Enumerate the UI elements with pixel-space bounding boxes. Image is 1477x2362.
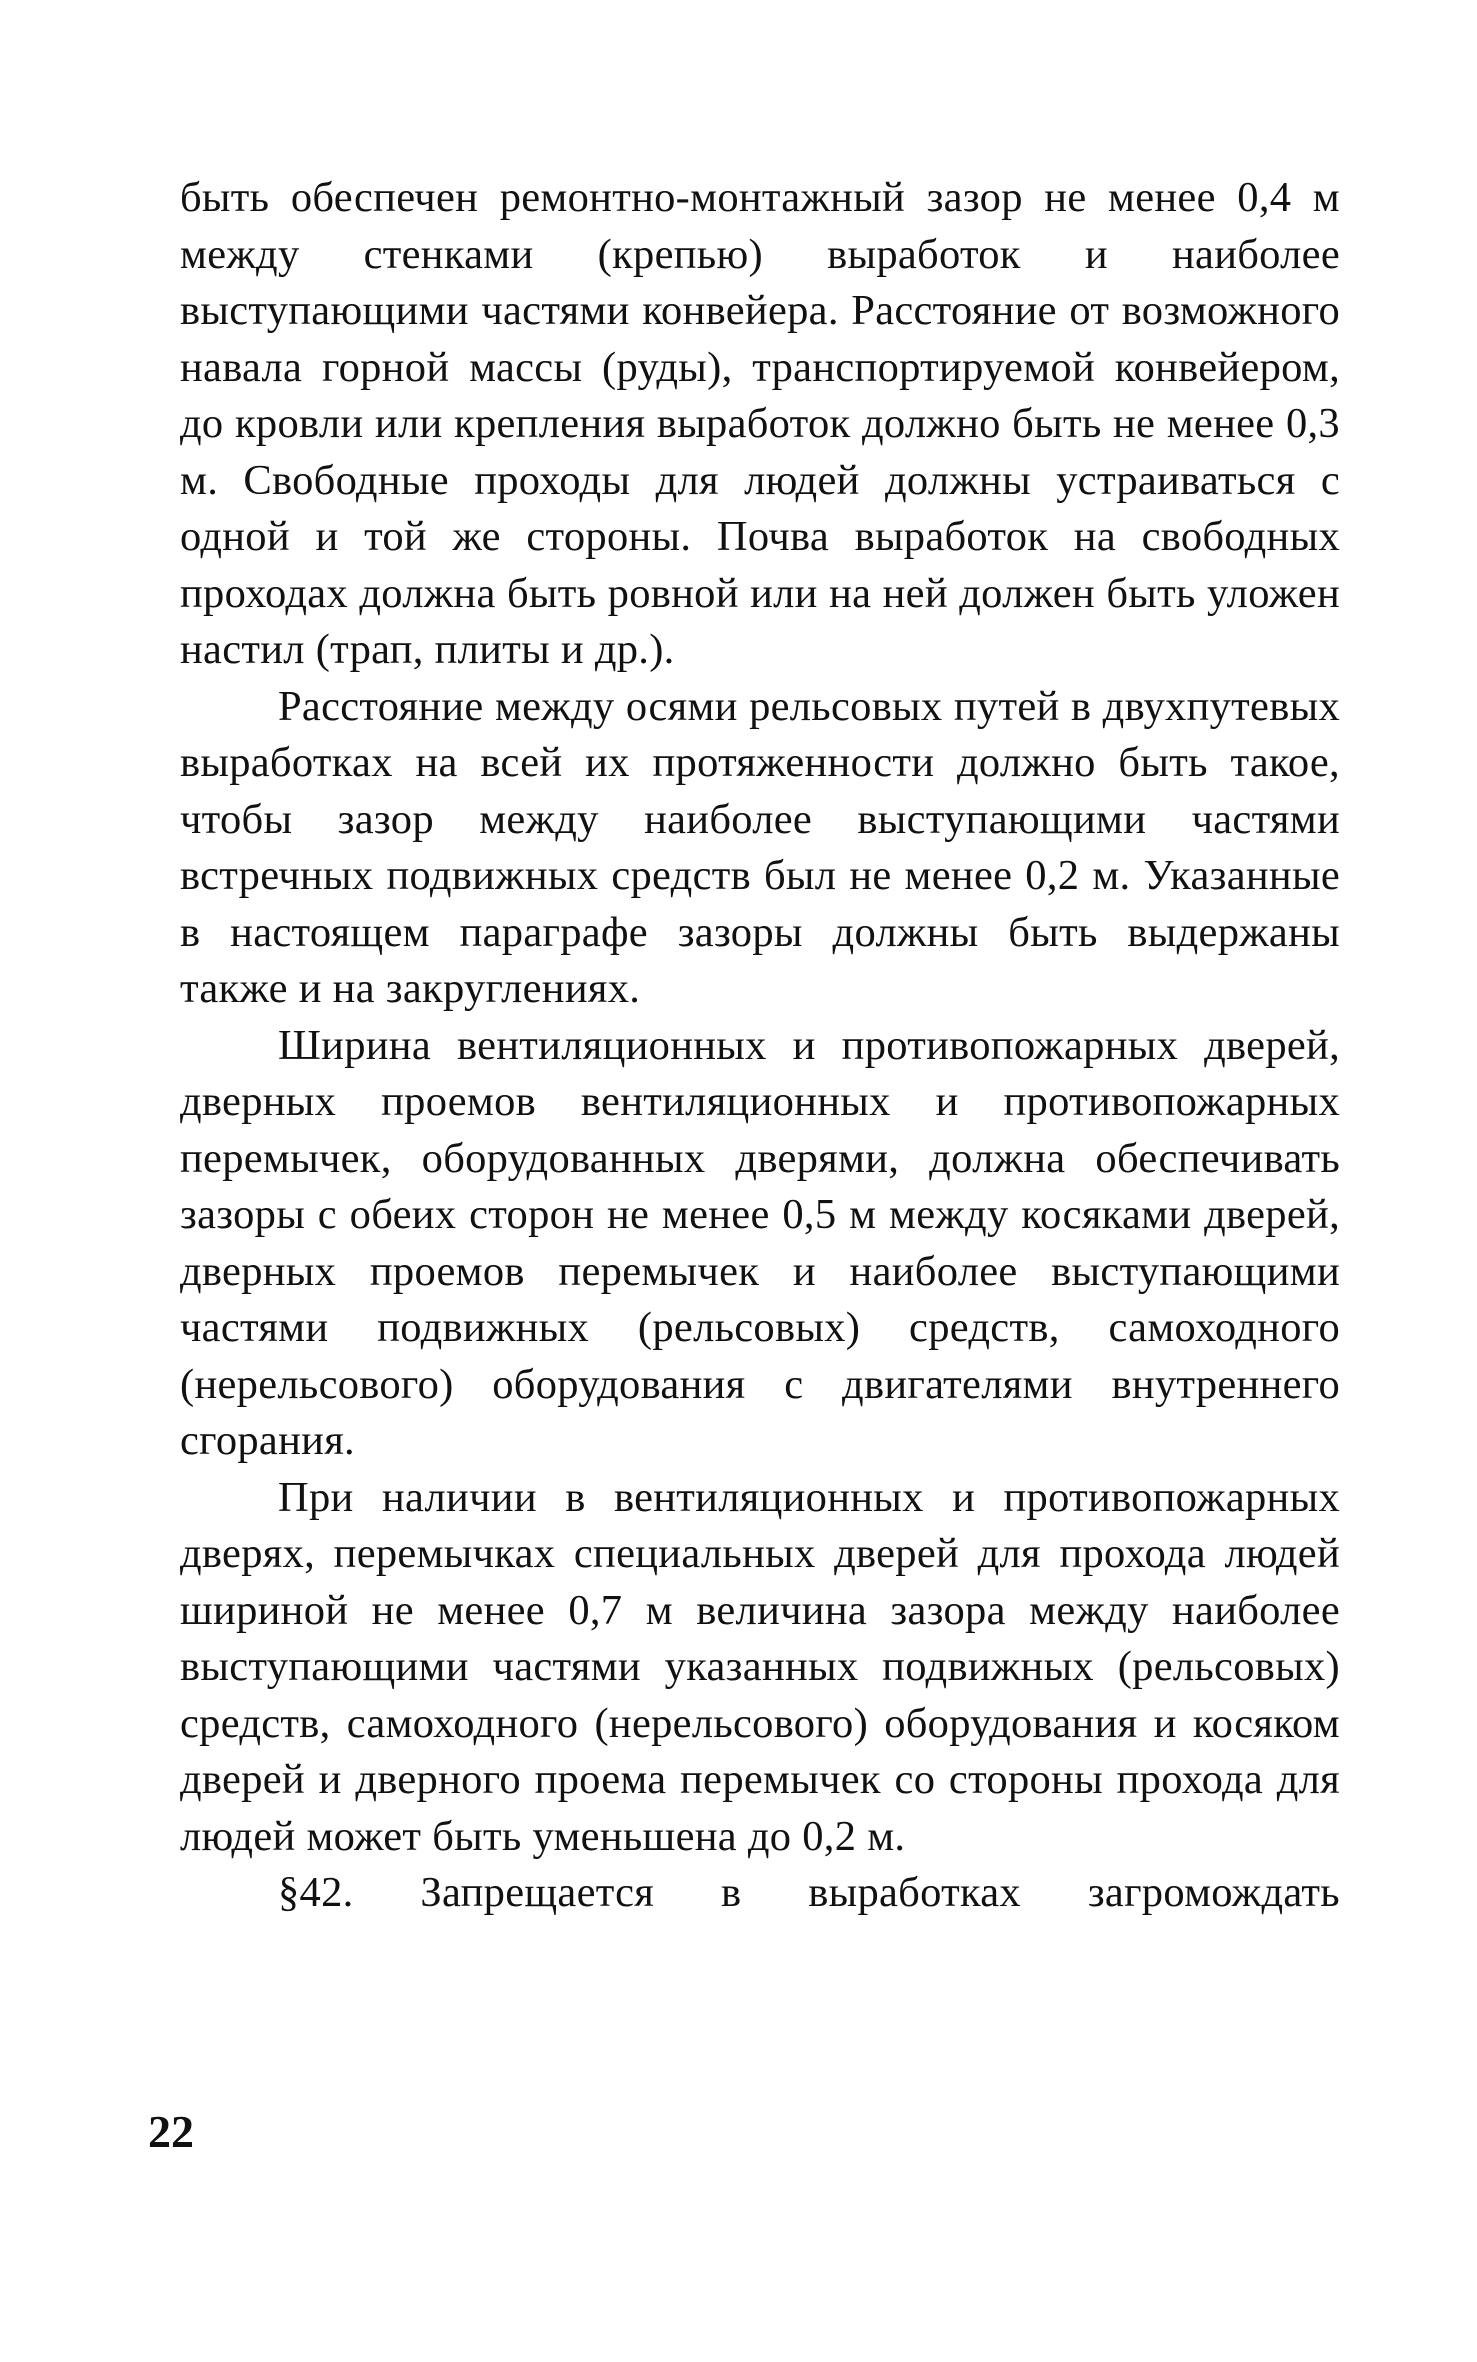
paragraph-3: Ширина вентиляционных и противопожарных дверей, дверных проемов вентиляционных и противопожарных перемычек, оборудованных дверями, должна обеспечивать зазоры с обеих сторон не менее 0,5 м между косяками дверей, дверных проемов перемычек и наиболее выступающими частями подвижных (рельсовых) средств, самоходного (нерельсового) оборудования с двигателями внутреннего сгорания. — [180, 1021, 1340, 1464]
paragraph-2: Расстояние между осями рельсовых путей в двухпутевых выработках на всей их протяженности должно быть такое, чтобы зазор между наиболее выступающими частями встречных подвижных средств был не менее 0,2 м. Указанные в настоящем параграфе зазоры должны быть выдержаны также и на закруглениях. — [180, 682, 1340, 1012]
document-page — [180, 170, 1340, 1922]
paragraph-1: быть обеспечен ремонтно-монтажный зазор не менее 0,4 м между стенками (крепью) выработок и наиболее выступающими частями конвейера. Расстояние от возможного навала горной массы (руды), транспортируемой конвейером, до кровли или крепления выработок должно быть не менее 0,3 м. Свободные проходы для людей должны устраиваться с одной и той же стороны. Почва выработок на свободных проходах должна быть ровной или на ней должен быть уложен настил (трап, плиты и др.). — [180, 174, 1340, 673]
page-number: 22 — [148, 2106, 194, 2157]
paragraph-4: При наличии в вентиляционных и противопожарных дверях, перемычках специальных дверей для прохода людей шириной не менее 0,7 м величина зазора между наиболее выступающими частями указанных подвижных (рельсовых) средств, самоходного (нерельсового) оборудования и косяком дверей и дверного проема перемычек со стороны прохода для людей может быть уменьшена до 0,2 м. — [180, 1473, 1340, 1860]
paragraph-5-section-42: §42. Запрещается в выработках загромождать — [278, 1869, 1340, 1916]
